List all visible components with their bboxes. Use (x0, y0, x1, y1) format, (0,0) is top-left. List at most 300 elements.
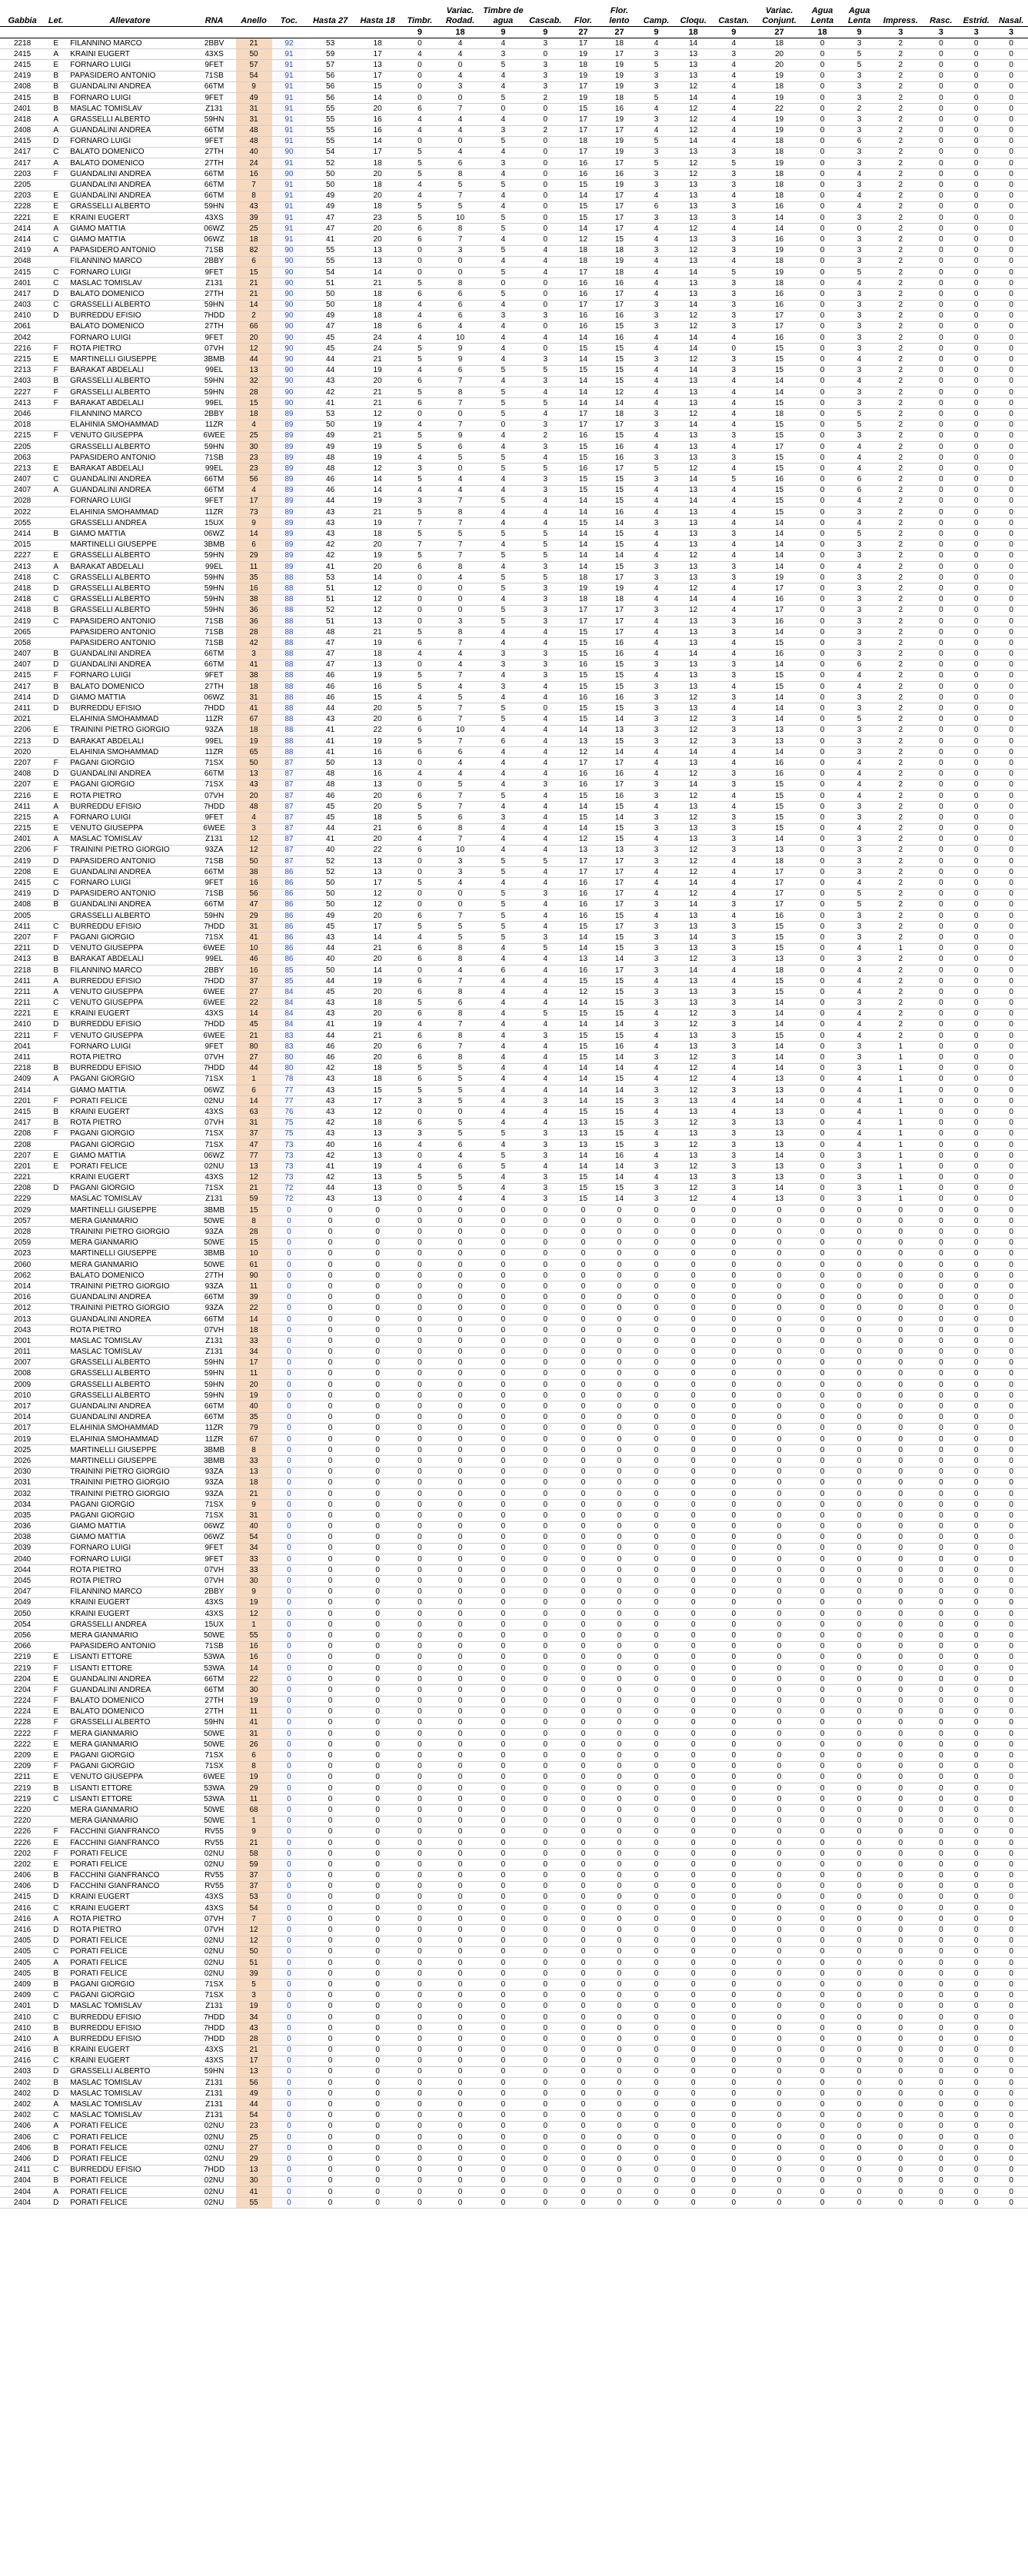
cell-agua_lenta_b: 0 (841, 1630, 877, 1641)
cell-rna: 9FET (193, 333, 236, 344)
cell-gabbia: 2219 (0, 1783, 45, 1794)
cell-rasc: 0 (923, 605, 958, 616)
cell-impress: 1 (877, 1139, 923, 1150)
cell-agua_lenta: 0 (803, 573, 841, 583)
cell-cascab: 0 (524, 1434, 566, 1445)
cell-impress: 0 (877, 1783, 923, 1794)
cell-timbre_agua: 0 (481, 1805, 524, 1816)
cell-let (45, 638, 67, 649)
cell-cloqu: 13 (674, 49, 712, 60)
cell-toc: 88 (272, 660, 307, 670)
cell-agua_lenta: 0 (803, 823, 841, 834)
cell-allevatore: MASLAC TOMISLAV (67, 1336, 192, 1347)
cell-variac_rodad: 0 (439, 1401, 482, 1412)
cell-nasal: 0 (994, 1391, 1028, 1401)
cell-toc: 89 (272, 464, 307, 474)
cell-rasc: 0 (923, 1565, 958, 1576)
cell-agua_lenta: 0 (803, 790, 841, 801)
cell-rasc: 0 (923, 1477, 958, 1488)
cell-timbr: 5 (401, 878, 438, 889)
cell-gabbia: 2219 (0, 1652, 45, 1663)
cell-anello: 10 (236, 943, 272, 954)
cell-hasta18: 20 (354, 169, 401, 180)
cell-rasc: 0 (923, 922, 958, 932)
cell-toc: 0 (272, 1805, 307, 1816)
cell-gabbia: 2410 (0, 2012, 45, 2023)
cell-variac_rodad: 0 (439, 1761, 482, 1772)
cell-toc: 87 (272, 779, 307, 790)
cell-toc: 75 (272, 1128, 307, 1139)
cell-nasal: 0 (994, 725, 1028, 736)
cell-estrid: 0 (958, 354, 994, 365)
cell-camp: 4 (638, 1151, 674, 1162)
cell-flor: 18 (566, 136, 600, 147)
cell-cloqu: 13 (674, 441, 712, 452)
cell-flor: 0 (566, 1347, 600, 1358)
cell-gabbia: 2218 (0, 38, 45, 49)
cell-rasc: 0 (923, 1511, 958, 1521)
cell-estrid: 0 (958, 1303, 994, 1314)
cell-camp: 3 (638, 81, 674, 92)
cell-variac_conjunt: 0 (755, 1467, 803, 1477)
cell-gabbia: 2415 (0, 267, 45, 278)
table-row (0, 1172, 1028, 1183)
cell-hasta27: 0 (306, 1587, 354, 1597)
cell-allevatore: FORNARO LUIGI (67, 333, 192, 344)
cell-variac_conjunt: 0 (755, 1990, 803, 2001)
cell-cascab: 4 (524, 878, 566, 889)
cell-variac_conjunt: 0 (755, 2056, 803, 2066)
cell-flor: 0 (566, 2034, 600, 2045)
cell-anello: 42 (236, 638, 272, 649)
cell-cascab: 0 (524, 1925, 566, 1936)
cell-cloqu: 13 (674, 1128, 712, 1139)
cell-cascab: 3 (524, 670, 566, 681)
cell-cascab: 0 (524, 49, 566, 60)
cell-variac_rodad: 7 (439, 802, 482, 813)
cell-toc: 91 (272, 136, 307, 147)
cell-hasta18: 20 (354, 911, 401, 922)
cell-let (45, 1238, 67, 1248)
cell-estrid: 0 (958, 1260, 994, 1271)
cell-nasal: 0 (994, 616, 1028, 627)
cell-cascab: 0 (524, 321, 566, 332)
cell-rasc: 0 (923, 430, 958, 441)
cell-camp: 0 (638, 2132, 674, 2143)
cell-agua_lenta: 0 (803, 660, 841, 670)
cell-agua_lenta: 0 (803, 550, 841, 561)
cell-flor: 0 (566, 1445, 600, 1456)
cell-rasc: 0 (923, 453, 958, 464)
cell-hasta18: 24 (354, 344, 401, 354)
cell-flor: 0 (566, 1707, 600, 1717)
cell-castan: 4 (712, 507, 755, 518)
cell-cloqu: 0 (674, 1380, 712, 1391)
cell-hasta18: 15 (354, 81, 401, 92)
cell-rasc: 0 (923, 693, 958, 703)
cell-anello: 45 (236, 1019, 272, 1030)
cell-cascab: 0 (524, 201, 566, 212)
cell-timbr: 0 (401, 1227, 438, 1238)
cell-timbre_agua: 0 (481, 1423, 524, 1434)
cell-estrid: 0 (958, 703, 994, 714)
cell-camp: 3 (638, 998, 674, 1009)
cell-flor: 15 (566, 180, 600, 191)
cell-variac_rodad: 0 (439, 1434, 482, 1445)
cell-hasta18: 13 (354, 660, 401, 670)
cell-cascab: 0 (524, 1205, 566, 1216)
cell-cascab: 0 (524, 2099, 566, 2110)
cell-flor_lento: 15 (600, 736, 638, 747)
cell-cascab: 0 (524, 1674, 566, 1685)
cell-rna: 43XS (193, 49, 236, 60)
table-row (0, 71, 1028, 81)
cell-flor: 19 (566, 71, 600, 81)
cell-hasta18: 14 (354, 965, 401, 976)
cell-anello: 19 (236, 1391, 272, 1401)
cell-anello: 77 (236, 1151, 272, 1162)
cell-flor_lento: 0 (600, 2154, 638, 2165)
cell-variac_conjunt: 18 (755, 278, 803, 289)
cell-hasta18: 0 (354, 1958, 401, 1969)
cell-estrid: 0 (958, 1816, 994, 1826)
cell-agua_lenta: 0 (803, 1216, 841, 1227)
cell-allevatore: PORATI FELICE (67, 1946, 192, 1957)
cell-flor_lento: 14 (600, 1162, 638, 1172)
cell-timbre_agua: 4 (481, 1009, 524, 1019)
cell-flor_lento: 0 (600, 1227, 638, 1238)
cell-flor: 12 (566, 834, 600, 845)
cell-rna: 07VH (193, 1925, 236, 1936)
cell-flor_lento: 15 (600, 660, 638, 670)
cell-timbr: 0 (401, 1521, 438, 1532)
cell-agua_lenta: 0 (803, 1162, 841, 1172)
cell-castan: 3 (712, 1172, 755, 1183)
cell-agua_lenta_b: 4 (841, 518, 877, 529)
cell-anello: 26 (236, 1740, 272, 1750)
cell-allevatore: GRASSELLI ALBERTO (67, 550, 192, 561)
cell-flor_lento: 0 (600, 1248, 638, 1259)
cell-let (45, 1620, 67, 1630)
cell-timbr: 6 (401, 823, 438, 834)
cell-anello: 44 (236, 1063, 272, 1074)
cell-hasta27: 44 (306, 823, 354, 834)
cell-let: B (45, 1063, 67, 1074)
cell-anello: 18 (236, 234, 272, 245)
table-row (0, 496, 1028, 507)
cell-cascab: 0 (524, 1663, 566, 1674)
cell-variac_rodad: 5 (439, 932, 482, 943)
cell-flor_lento: 12 (600, 387, 638, 398)
cell-gabbia: 2005 (0, 911, 45, 922)
cell-let (45, 1042, 67, 1052)
table-row (0, 583, 1028, 594)
cell-rna: 7HDD (193, 2034, 236, 2045)
column-header-gabbia: Gabbia (8, 16, 37, 25)
cell-agua_lenta_b: 4 (841, 1118, 877, 1128)
cell-timbre_agua: 0 (481, 1958, 524, 1969)
cell-cloqu: 14 (674, 38, 712, 49)
cell-gabbia: 2054 (0, 1620, 45, 1630)
cell-hasta18: 0 (354, 1663, 401, 1674)
cell-variac_conjunt: 15 (755, 802, 803, 813)
cell-variac_rodad: 0 (439, 1990, 482, 2001)
table-row (0, 627, 1028, 638)
cell-hasta18: 0 (354, 2186, 401, 2197)
cell-gabbia: 2007 (0, 1358, 45, 1368)
cell-cloqu: 0 (674, 2078, 712, 2089)
cell-allevatore: BARAKAT ABDELALI (67, 398, 192, 409)
cell-rasc: 0 (923, 1107, 958, 1118)
cell-anello: 11 (236, 562, 272, 573)
cell-nasal: 0 (994, 998, 1028, 1009)
cell-rna: 02NU (193, 1162, 236, 1172)
cell-toc: 0 (272, 1925, 307, 1936)
cell-hasta18: 0 (354, 1325, 401, 1336)
cell-impress: 0 (877, 1260, 923, 1271)
cell-hasta27: 52 (306, 158, 354, 169)
cell-flor_lento: 0 (600, 2056, 638, 2066)
cell-anello: 43 (236, 201, 272, 212)
cell-variac_rodad: 6 (439, 813, 482, 823)
cell-cascab: 4 (524, 1042, 566, 1052)
cell-timbre_agua: 0 (481, 104, 524, 115)
cell-camp: 3 (638, 605, 674, 616)
cell-cascab: 0 (524, 213, 566, 224)
cell-cloqu: 12 (674, 1194, 712, 1205)
cell-cloqu: 0 (674, 1347, 712, 1358)
cell-flor: 14 (566, 562, 600, 573)
cell-anello: 3 (236, 823, 272, 834)
cell-impress: 0 (877, 1914, 923, 1925)
cell-hasta18: 0 (354, 1401, 401, 1412)
cell-flor_lento: 17 (600, 779, 638, 790)
cell-anello: 25 (236, 224, 272, 234)
cell-toc: 89 (272, 485, 307, 496)
cell-gabbia: 2402 (0, 2099, 45, 2110)
cell-anello: 67 (236, 1434, 272, 1445)
cell-cascab: 0 (524, 1467, 566, 1477)
cell-agua_lenta_b: 3 (841, 1042, 877, 1052)
cell-anello: 61 (236, 1260, 272, 1271)
cell-toc: 73 (272, 1139, 307, 1150)
cell-cascab: 0 (524, 1423, 566, 1434)
cell-nasal: 0 (994, 823, 1028, 834)
cell-estrid: 0 (958, 529, 994, 540)
cell-anello: 33 (236, 1336, 272, 1347)
cell-variac_conjunt: 0 (755, 1576, 803, 1587)
cell-flor_lento: 0 (600, 1488, 638, 1499)
cell-hasta18: 17 (354, 1096, 401, 1107)
cell-let: C (45, 234, 67, 245)
cell-cascab: 0 (524, 2023, 566, 2034)
cell-variac_conjunt: 17 (755, 321, 803, 332)
cell-variac_conjunt: 0 (755, 1685, 803, 1696)
cell-gabbia: 2411 (0, 802, 45, 813)
cell-castan: 3 (712, 1052, 755, 1063)
cell-flor_lento: 15 (600, 823, 638, 834)
cell-agua_lenta_b: 3 (841, 605, 877, 616)
cell-toc: 88 (272, 573, 307, 583)
table-row (0, 398, 1028, 409)
cell-estrid: 0 (958, 201, 994, 212)
cell-timbre_agua: 3 (481, 660, 524, 670)
cell-variac_conjunt: 0 (755, 1936, 803, 1946)
cell-castan: 3 (712, 1009, 755, 1019)
cell-flor_lento: 0 (600, 1521, 638, 1532)
cell-hasta27: 0 (306, 1740, 354, 1750)
cell-allevatore: PAGANI GIORGIO (67, 1750, 192, 1761)
cell-castan: 3 (712, 932, 755, 943)
cell-timbre_agua: 0 (481, 1696, 524, 1707)
cell-rasc: 0 (923, 1151, 958, 1162)
cell-impress: 0 (877, 1597, 923, 1608)
cell-camp: 3 (638, 779, 674, 790)
cell-nasal: 0 (994, 834, 1028, 845)
cell-hasta18: 21 (354, 430, 401, 441)
cell-agua_lenta: 0 (803, 1532, 841, 1543)
cell-variac_conjunt: 13 (755, 1194, 803, 1205)
cell-timbr: 0 (401, 92, 438, 103)
cell-anello: 30 (236, 441, 272, 452)
cell-hasta18: 18 (354, 201, 401, 212)
cell-castan: 4 (712, 518, 755, 529)
cell-camp: 4 (638, 540, 674, 550)
cell-camp: 0 (638, 1717, 674, 1728)
cell-variac_rodad: 0 (439, 1772, 482, 1783)
cell-allevatore: GRASSELLI ALBERTO (67, 1380, 192, 1391)
cell-cascab: 4 (524, 954, 566, 965)
cell-variac_rodad: 3 (439, 245, 482, 256)
cell-agua_lenta: 0 (803, 1892, 841, 1903)
cell-hasta18: 21 (354, 278, 401, 289)
cell-hasta18: 0 (354, 1565, 401, 1576)
cell-variac_rodad: 0 (439, 899, 482, 910)
cell-timbr: 5 (401, 430, 438, 441)
cell-allevatore: PAPASIDERO ANTONIO (67, 889, 192, 899)
cell-hasta18: 0 (354, 1488, 401, 1499)
cell-camp: 3 (638, 474, 674, 485)
cell-timbre_agua: 0 (481, 1860, 524, 1870)
cell-nasal: 0 (994, 92, 1028, 103)
cell-estrid: 0 (958, 1052, 994, 1063)
cell-castan: 0 (712, 1488, 755, 1499)
cell-timbre_agua: 5 (481, 136, 524, 147)
cell-hasta18: 12 (354, 464, 401, 474)
cell-timbr: 0 (401, 1260, 438, 1271)
cell-castan: 3 (712, 779, 755, 790)
table-row (0, 845, 1028, 856)
cell-cascab: 0 (524, 2034, 566, 2045)
cell-variac_rodad: 0 (439, 1630, 482, 1641)
cell-rasc: 0 (923, 1597, 958, 1608)
cell-variac_rodad: 5 (439, 1063, 482, 1074)
cell-timbre_agua: 5 (481, 1162, 524, 1172)
cell-hasta27: 0 (306, 1292, 354, 1303)
cell-gabbia: 2057 (0, 1216, 45, 1227)
cell-anello: 14 (236, 300, 272, 311)
cell-cascab: 5 (524, 365, 566, 376)
cell-nasal: 0 (994, 1946, 1028, 1957)
cell-rna: 6WEE (193, 943, 236, 954)
cell-camp: 3 (638, 1183, 674, 1194)
cell-let (45, 1358, 67, 1368)
column-max-variac_rodad: 18 (439, 27, 482, 38)
cell-rasc: 0 (923, 1903, 958, 1914)
cell-agua_lenta: 0 (803, 496, 841, 507)
cell-cascab: 0 (524, 147, 566, 158)
cell-cascab: 0 (524, 1826, 566, 1837)
cell-flor: 19 (566, 49, 600, 60)
cell-toc: 90 (272, 267, 307, 278)
cell-hasta18: 19 (354, 550, 401, 561)
cell-variac_rodad: 8 (439, 1009, 482, 1019)
cell-agua_lenta_b: 0 (841, 1674, 877, 1685)
cell-agua_lenta: 0 (803, 2110, 841, 2121)
cell-toc: 0 (272, 2089, 307, 2099)
cell-cascab: 4 (524, 823, 566, 834)
table-row (0, 1303, 1028, 1314)
cell-rasc: 0 (923, 245, 958, 256)
cell-agua_lenta_b: 5 (841, 267, 877, 278)
cell-flor_lento: 0 (600, 1881, 638, 1892)
cell-toc: 0 (272, 1347, 307, 1358)
cell-hasta27: 56 (306, 81, 354, 92)
cell-estrid: 0 (958, 714, 994, 725)
cell-let: C (45, 147, 67, 158)
cell-cloqu: 14 (674, 878, 712, 889)
cell-allevatore: MASLAC TOMISLAV (67, 2089, 192, 2099)
cell-toc: 84 (272, 987, 307, 998)
cell-flor: 14 (566, 1085, 600, 1096)
cell-hasta27: 50 (306, 965, 354, 976)
cell-agua_lenta_b: 0 (841, 1816, 877, 1826)
cell-rasc: 0 (923, 594, 958, 605)
cell-flor: 0 (566, 1717, 600, 1728)
cell-variac_conjunt: 0 (755, 1652, 803, 1663)
cell-rna: 66TM (193, 649, 236, 660)
cell-gabbia: 2039 (0, 1543, 45, 1554)
cell-camp: 5 (638, 92, 674, 103)
cell-hasta27: 43 (306, 998, 354, 1009)
cell-agua_lenta_b: 0 (841, 2165, 877, 2175)
cell-agua_lenta_b: 0 (841, 1336, 877, 1347)
cell-flor_lento: 0 (600, 1990, 638, 2001)
cell-variac_rodad: 0 (439, 1292, 482, 1303)
cell-toc: 0 (272, 1729, 307, 1740)
cell-allevatore: FORNARO LUIGI (67, 1543, 192, 1554)
cell-cloqu: 12 (674, 158, 712, 169)
cell-timbre_agua: 0 (481, 2034, 524, 2045)
cell-hasta18: 0 (354, 1423, 401, 1434)
cell-agua_lenta: 0 (803, 1281, 841, 1292)
cell-let: D (45, 769, 67, 779)
cell-cloqu: 13 (674, 485, 712, 496)
cell-rna: 71SX (193, 1128, 236, 1139)
cell-let (45, 1488, 67, 1499)
cell-rasc: 0 (923, 2056, 958, 2066)
cell-timbr: 0 (401, 1990, 438, 2001)
cell-flor_lento: 16 (600, 507, 638, 518)
cell-cloqu: 12 (674, 954, 712, 965)
cell-rna: 06WZ (193, 1151, 236, 1162)
cell-let (45, 1423, 67, 1434)
cell-castan: 3 (712, 1118, 755, 1128)
cell-estrid: 0 (958, 616, 994, 627)
cell-nasal: 0 (994, 2034, 1028, 2045)
cell-toc: 86 (272, 867, 307, 878)
cell-flor_lento: 0 (600, 1477, 638, 1488)
